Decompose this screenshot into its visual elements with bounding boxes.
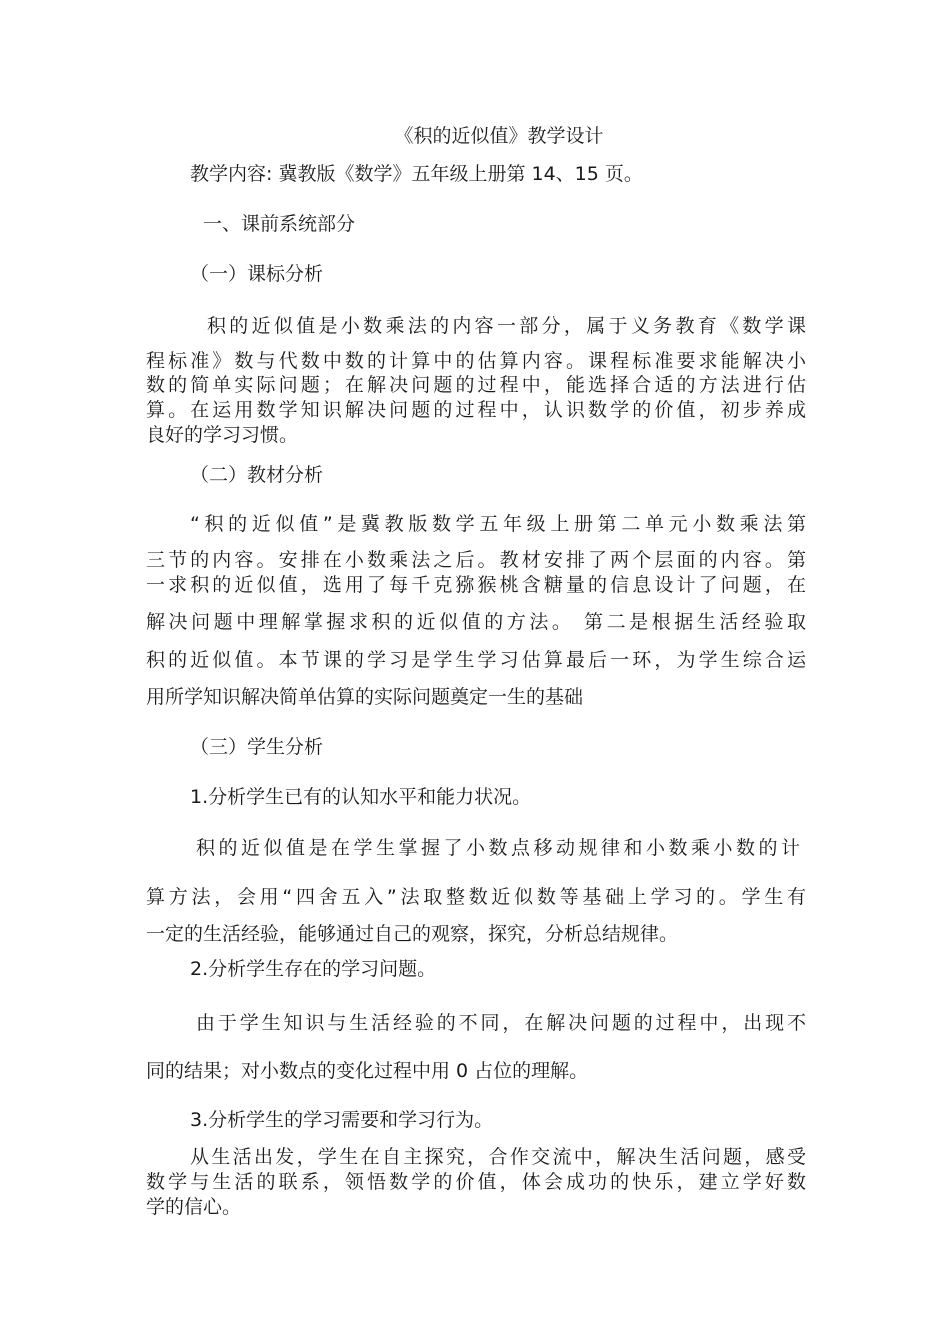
paragraph-line: “积的近似值”是冀教版数学五年级上册第二单元小数乘法第	[190, 513, 806, 535]
paragraph-line: 数的简单实际问题；在解决问题的过程中，能选择合适的方法进行估	[146, 374, 806, 396]
section-heading-1: 一、课前系统部分	[203, 213, 356, 235]
subsection-heading-textbook: （二）教材分析	[190, 464, 324, 486]
paragraph-line: 从生活出发，学生在自主探究，合作交流中，解决生活问题，感受	[190, 1146, 806, 1168]
paragraph-line: 用所学知识解决简单估算的实际问题奠定一生的基础	[146, 686, 584, 708]
point-heading-2: 2.分析学生存在的学习问题。	[190, 958, 437, 980]
point-heading-3: 3.分析学生的学习需要和学习行为。	[190, 1109, 494, 1131]
document-title: 《积的近似值》教学设计	[394, 125, 604, 147]
paragraph-line: 解决问题中理解掌握求积的近似值的方法。 第二是根据生活经验取	[146, 611, 806, 633]
paragraph-line: 学的信心。	[146, 1196, 242, 1218]
paragraph-line: 积的近似值是小数乘法的内容一部分，属于义务教育《数学课	[207, 315, 806, 337]
point-heading-1: 1.分析学生已有的认知水平和能力状况。	[190, 786, 532, 808]
subsection-heading-students: （三）学生分析	[190, 736, 324, 758]
paragraph-line: 程标准》数与代数中数的计算中的估算内容。课程标准要求能解决小	[146, 350, 806, 372]
paragraph-line: 算。在运用数学知识解决问题的过程中，认识数学的价值，初步养成	[146, 399, 806, 421]
paragraph-line: 数学与生活的联系，领悟数学的价值，体会成功的快乐，建立学好数	[146, 1171, 806, 1193]
paragraph-line: 积的近似值。本节课的学习是学生学习估算最后一环，为学生综合运	[146, 649, 806, 671]
paragraph-line: 积的近似值是在学生掌握了小数点移动规律和小数乘小数的计	[196, 837, 800, 859]
teaching-content-line: 教学内容: 冀教版《数学》五年级上册第 14、15 页。	[190, 163, 643, 185]
paragraph-line: 由于学生知识与生活经验的不同，在解决问题的过程中，出现不	[196, 1012, 806, 1034]
paragraph-line: 一求积的近似值，选用了每千克猕猴桃含糖量的信息设计了问题，在	[146, 574, 806, 596]
subsection-heading-curriculum: （一）课标分析	[190, 263, 324, 285]
paragraph-line: 算方法，会用“四舍五入”法取整数近似数等基础上学习的。学生有	[146, 886, 806, 908]
paragraph-line: 三节的内容。安排在小数乘法之后。教材安排了两个层面的内容。第	[146, 549, 806, 571]
paragraph-line: 同的结果；对小数点的变化过程中用 0 占位的理解。	[146, 1060, 589, 1082]
paragraph-line: 一定的生活经验，能够通过自己的观察，探究，分析总结规律。	[146, 923, 679, 945]
paragraph-line: 良好的学习习惯。	[146, 424, 299, 446]
